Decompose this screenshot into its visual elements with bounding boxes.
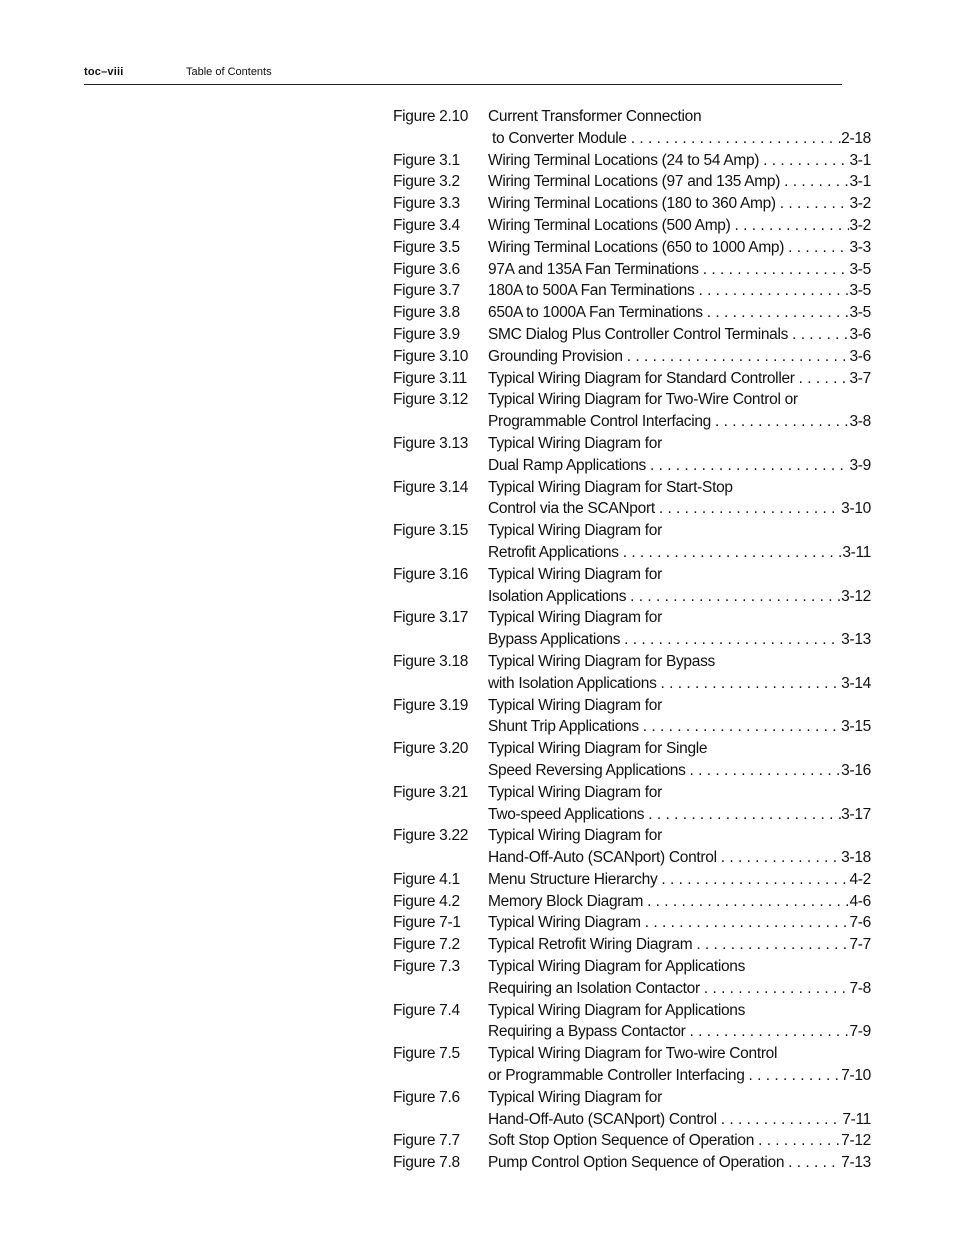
- toc-entry: [393, 477, 871, 521]
- figure-title-line: [488, 368, 871, 390]
- figure-number: Figure 3.17: [393, 609, 469, 627]
- toc-entry-line: [393, 1065, 871, 1087]
- toc-entry: [393, 1130, 871, 1152]
- dot-leader: [699, 259, 850, 281]
- page-reference: 3-18: [841, 849, 871, 867]
- dot-leader: [694, 280, 849, 302]
- toc-entry-line: [393, 150, 871, 172]
- figure-title: Hand-Off-Auto (SCANport) Control: [488, 849, 717, 867]
- figure-title: Typical Wiring Diagram for: [488, 696, 662, 714]
- toc-entry-line: [393, 869, 871, 891]
- figure-title: Current Transformer Connection: [488, 108, 702, 125]
- toc-entry-line: [393, 128, 871, 150]
- page-reference: 3-1: [849, 173, 871, 191]
- toc-entry-line: [393, 760, 871, 782]
- figure-title-line: [488, 564, 871, 586]
- dot-leader: [657, 869, 849, 891]
- dot-leader: [784, 237, 849, 259]
- toc-entry-line: [393, 193, 871, 215]
- toc-entry: [393, 193, 871, 215]
- figure-title: Typical Wiring Diagram for Bypass: [488, 652, 715, 670]
- figure-title: Dual Ramp Applications: [488, 456, 646, 474]
- page-reference: 7-8: [849, 979, 871, 997]
- toc-entry-line: [393, 433, 871, 455]
- page-reference: 3-7: [849, 369, 871, 387]
- toc-entry: [393, 520, 871, 564]
- toc-entry: [393, 171, 871, 193]
- figure-title-line: [488, 259, 871, 281]
- dot-leader: [776, 193, 850, 215]
- toc-entry: [393, 1152, 871, 1174]
- dot-leader: [626, 586, 841, 608]
- figure-title: Wiring Terminal Locations (24 to 54 Amp): [488, 151, 760, 169]
- toc-entry: [393, 433, 871, 477]
- figure-number: Figure 4.2: [393, 892, 460, 910]
- toc-entry-line: [393, 498, 871, 520]
- toc-entry: [393, 280, 871, 302]
- dot-leader: [644, 804, 841, 826]
- page-reference: 3-5: [849, 260, 871, 278]
- dot-leader: [655, 498, 841, 520]
- figure-title-line: [488, 825, 871, 847]
- toc-entry-line: [393, 564, 871, 586]
- toc-entry: [393, 368, 871, 390]
- figure-number: Figure 3.7: [393, 282, 460, 300]
- toc-entry-line: [393, 651, 871, 673]
- figure-title-line: [488, 869, 871, 891]
- figure-title-line: [488, 651, 871, 673]
- figure-title-line: [488, 477, 871, 499]
- toc-entry: [393, 106, 871, 150]
- figure-title: Programmable Control Interfacing: [488, 413, 712, 431]
- figure-title-line: [488, 738, 871, 760]
- figure-number: Figure 7.7: [393, 1132, 460, 1150]
- toc-entry-line: [393, 804, 871, 826]
- figure-title-line: [488, 912, 871, 934]
- toc-entry: [393, 324, 871, 346]
- toc-entry-line: [393, 716, 871, 738]
- page-reference: 3-14: [841, 674, 871, 692]
- figure-title-line: [488, 455, 871, 477]
- toc-entry-line: [393, 1130, 871, 1152]
- toc-entry: [393, 346, 871, 368]
- dot-leader: [620, 629, 841, 651]
- toc-entry: [393, 302, 871, 324]
- figure-number: Figure 3.13: [393, 434, 469, 452]
- toc-entry-line: [393, 847, 871, 869]
- list-of-figures: [393, 106, 871, 1174]
- toc-entry: [393, 956, 871, 1000]
- page-reference: 3-6: [849, 325, 871, 343]
- figure-title-line: [488, 215, 871, 237]
- page-reference: 4-2: [849, 870, 871, 888]
- figure-title-line: [488, 695, 871, 717]
- figure-title-line: [488, 629, 871, 651]
- page-reference: 3-12: [841, 587, 871, 605]
- figure-title-line: [488, 128, 871, 150]
- toc-entry-line: [393, 324, 871, 346]
- figure-number: Figure 3.12: [393, 391, 469, 409]
- figure-title-line: [488, 498, 871, 520]
- toc-entry-line: [393, 542, 871, 564]
- toc-entry: [393, 869, 871, 891]
- figure-number: Figure 7.6: [393, 1088, 460, 1106]
- page-reference: 3-2: [849, 216, 871, 234]
- figure-title-line: [488, 782, 871, 804]
- figure-title-line: [488, 520, 871, 542]
- toc-entry: [393, 912, 871, 934]
- figure-title: 650A to 1000A Fan Terminations: [488, 304, 703, 322]
- toc-entry: [393, 825, 871, 869]
- figure-title: Typical Wiring Diagram for Applications: [488, 1001, 746, 1019]
- figure-title: Wiring Terminal Locations (650 to 1000 Amp): [488, 238, 785, 256]
- figure-number: Figure 3.22: [393, 827, 469, 845]
- dot-leader: [745, 1065, 842, 1087]
- figure-number: Figure 7.4: [393, 1001, 460, 1019]
- figure-title-line: [488, 193, 871, 215]
- dot-leader: [711, 411, 849, 433]
- dot-leader: [717, 847, 841, 869]
- figure-title: Bypass Applications: [488, 631, 621, 649]
- figure-title: or Programmable Controller Interfacing: [488, 1067, 745, 1085]
- figure-title-line: [488, 171, 871, 193]
- dot-leader: [686, 760, 842, 782]
- toc-entry-line: [393, 738, 871, 760]
- toc-entry-line: [393, 978, 871, 1000]
- page-reference: 3-11: [842, 543, 871, 561]
- figure-title: Typical Wiring Diagram for: [488, 565, 662, 583]
- figure-title-line: [488, 978, 871, 1000]
- figure-title: 97A and 135A Fan Terminations: [488, 260, 699, 278]
- figure-title: Typical Wiring Diagram for Standard Controller: [488, 369, 795, 387]
- dot-leader: [686, 1021, 850, 1043]
- figure-title: Typical Wiring Diagram for Applications: [488, 958, 746, 976]
- toc-entry-line: [393, 302, 871, 324]
- figure-title: Menu Structure Hierarchy: [488, 870, 658, 888]
- figure-title-line: [488, 607, 871, 629]
- dot-leader: [731, 215, 850, 237]
- dot-leader: [780, 171, 849, 193]
- page-reference: 3-5: [849, 304, 871, 322]
- figure-title-line: [488, 760, 871, 782]
- figure-title: Hand-Off-Auto (SCANport) Control: [488, 1110, 717, 1128]
- page-reference: 7-7: [849, 936, 871, 954]
- toc-entry-line: [393, 912, 871, 934]
- figure-number: Figure 2.10: [393, 108, 469, 125]
- figure-number: Figure 7.2: [393, 936, 460, 954]
- page-reference: 3-8: [849, 413, 871, 431]
- figure-title: 180A to 500A Fan Terminations: [488, 282, 695, 300]
- figure-title: Grounding Provision: [488, 347, 623, 365]
- toc-entry-line: [393, 477, 871, 499]
- toc-entry-line: [393, 237, 871, 259]
- toc-entry: [393, 607, 871, 651]
- toc-entry: [393, 259, 871, 281]
- figure-title: Typical Wiring Diagram for Single: [488, 740, 708, 758]
- toc-entry-line: [393, 215, 871, 237]
- figure-title: SMC Dialog Plus Controller Control Terminals: [488, 325, 789, 343]
- figure-title: Typical Wiring Diagram for: [488, 609, 662, 627]
- toc-entry-line: [393, 389, 871, 411]
- toc-entry: [393, 215, 871, 237]
- figure-title-line: [488, 891, 871, 913]
- dot-leader: [703, 302, 850, 324]
- toc-entry: [393, 564, 871, 608]
- figure-title: Requiring an Isolation Contactor: [488, 979, 700, 997]
- figure-title-line: [488, 1043, 871, 1065]
- toc-entry-line: [393, 673, 871, 695]
- toc-entry: [393, 1087, 871, 1131]
- figure-number: Figure 3.5: [393, 238, 460, 256]
- dot-leader: [657, 673, 842, 695]
- dot-leader: [627, 128, 841, 150]
- figure-number: Figure 3.16: [393, 565, 469, 583]
- figure-title-line: [488, 237, 871, 259]
- figure-title-line: [488, 389, 871, 411]
- dot-leader: [646, 455, 850, 477]
- toc-entry-line: [393, 106, 871, 128]
- figure-number: Figure 3.14: [393, 478, 469, 496]
- toc-entry-line: [393, 455, 871, 477]
- toc-entry: [393, 738, 871, 782]
- toc-entry: [393, 782, 871, 826]
- page-reference: 7-12: [841, 1132, 871, 1150]
- figure-number: Figure 3.10: [393, 347, 469, 365]
- toc-entry-line: [393, 934, 871, 956]
- toc-entry: [393, 651, 871, 695]
- dot-leader: [641, 912, 850, 934]
- dot-leader: [623, 346, 850, 368]
- toc-entry: [393, 237, 871, 259]
- toc-entry: [393, 695, 871, 739]
- toc-entry: [393, 389, 871, 433]
- toc-entry-line: [393, 1109, 871, 1131]
- figure-title-line: [488, 346, 871, 368]
- dot-leader: [795, 368, 850, 390]
- figure-number: Figure 7-1: [393, 914, 461, 932]
- toc-entry-line: [393, 891, 871, 913]
- figure-title-line: [488, 150, 871, 172]
- figure-title-line: [488, 324, 871, 346]
- figure-title-line: [488, 1000, 871, 1022]
- figure-number: Figure 3.20: [393, 740, 469, 758]
- figure-title: Typical Wiring Diagram for Start-Stop: [488, 478, 733, 496]
- toc-entry: [393, 1000, 871, 1044]
- figure-title-line: [488, 934, 871, 956]
- figure-number: Figure 3.18: [393, 652, 469, 670]
- page-reference: 3-5: [849, 282, 871, 300]
- page-reference: 3-2: [849, 195, 871, 213]
- toc-entry-line: [393, 1043, 871, 1065]
- toc-entry: [393, 1043, 871, 1087]
- dot-leader: [759, 150, 849, 172]
- figure-number: Figure 7.5: [393, 1045, 460, 1063]
- toc-entry: [393, 891, 871, 913]
- figure-number: Figure 7.8: [393, 1154, 460, 1172]
- figure-number: Figure 3.8: [393, 304, 460, 322]
- toc-entry: [393, 934, 871, 956]
- dot-leader: [754, 1130, 841, 1152]
- page-reference: 4-6: [849, 892, 871, 910]
- figure-title-line: [488, 411, 871, 433]
- figure-number: Figure 3.6: [393, 260, 460, 278]
- figure-title: Typical Wiring Diagram for: [488, 522, 662, 540]
- figure-title: Typical Wiring Diagram for: [488, 783, 662, 801]
- page-reference: 3-16: [841, 761, 871, 779]
- toc-entry-line: [393, 629, 871, 651]
- figure-title: to Converter Module: [488, 129, 627, 147]
- toc-entry-line: [393, 368, 871, 390]
- toc-entry-line: [393, 695, 871, 717]
- dot-leader: [639, 716, 841, 738]
- figure-title: Wiring Terminal Locations (180 to 360 Amp): [488, 195, 776, 213]
- figure-title: Typical Wiring Diagram: [488, 914, 641, 932]
- figure-number: Figure 4.1: [393, 870, 460, 888]
- page-number: toc–viii: [84, 66, 124, 78]
- page-reference: 3-13: [841, 631, 871, 649]
- figure-title: Retrofit Applications: [488, 543, 619, 561]
- figure-number: Figure 3.4: [393, 216, 460, 234]
- dot-leader: [717, 1109, 843, 1131]
- figure-title-line: [488, 673, 871, 695]
- page-reference: 2-18: [841, 129, 871, 147]
- figure-number: Figure 3.3: [393, 195, 460, 213]
- page-reference: 3-1: [849, 151, 871, 169]
- dot-leader: [619, 542, 843, 564]
- toc-entry-line: [393, 607, 871, 629]
- figure-title: Typical Wiring Diagram for: [488, 1088, 662, 1106]
- figure-title-line: [488, 956, 871, 978]
- figure-title: Wiring Terminal Locations (97 and 135 Amp): [488, 173, 781, 191]
- figure-title-line: [488, 1152, 871, 1174]
- section-title: Table of Contents: [186, 66, 272, 78]
- figure-title-line: [488, 1065, 871, 1087]
- figure-title: Isolation Applications: [488, 587, 627, 605]
- figure-title-line: [488, 1021, 871, 1043]
- figure-title: Typical Wiring Diagram for Two-wire Control: [488, 1045, 778, 1063]
- page-reference: 3-15: [841, 718, 871, 736]
- toc-entry-line: [393, 1152, 871, 1174]
- figure-title: Shunt Trip Applications: [488, 718, 639, 736]
- toc-entry: [393, 150, 871, 172]
- dot-leader: [700, 978, 850, 1000]
- page-reference: 7-6: [849, 914, 871, 932]
- figure-title-line: [488, 106, 871, 128]
- figure-title-line: [488, 716, 871, 738]
- figure-title-line: [488, 804, 871, 826]
- toc-entry-line: [393, 956, 871, 978]
- toc-entry-line: [393, 520, 871, 542]
- dot-leader: [788, 324, 849, 346]
- figure-number: Figure 3.2: [393, 173, 460, 191]
- dot-leader: [692, 934, 849, 956]
- toc-entry-line: [393, 411, 871, 433]
- toc-entry-line: [393, 1000, 871, 1022]
- toc-entry-line: [393, 586, 871, 608]
- toc-entry-line: [393, 346, 871, 368]
- figure-number: Figure 3.19: [393, 696, 469, 714]
- figure-number: Figure 3.1: [393, 151, 460, 169]
- figure-title: Typical Wiring Diagram for: [488, 434, 662, 452]
- figure-title-line: [488, 542, 871, 564]
- figure-title: with Isolation Applications: [488, 674, 657, 692]
- toc-entry-line: [393, 1021, 871, 1043]
- dot-leader: [784, 1152, 841, 1174]
- figure-title: Speed Reversing Applications: [488, 761, 686, 779]
- figure-title: Requiring a Bypass Contactor: [488, 1023, 686, 1041]
- page-header: [84, 66, 842, 85]
- figure-number: Figure 3.15: [393, 522, 469, 540]
- figure-title-line: [488, 433, 871, 455]
- page-reference: 3-10: [841, 500, 871, 518]
- page-reference: 3-9: [849, 456, 871, 474]
- page-reference: 3-17: [841, 805, 871, 823]
- toc-entry-line: [393, 171, 871, 193]
- figure-title: Typical Retrofit Wiring Diagram: [488, 936, 693, 954]
- toc-entry-line: [393, 259, 871, 281]
- dot-leader: [643, 891, 849, 913]
- figure-number: Figure 3.9: [393, 325, 460, 343]
- figure-title: Control via the SCANport: [488, 500, 655, 518]
- toc-entry-line: [393, 825, 871, 847]
- page-reference: 7-10: [841, 1067, 871, 1085]
- figure-title: Soft Stop Option Sequence of Operation: [488, 1132, 755, 1150]
- toc-entry-line: [393, 1087, 871, 1109]
- page-reference: 7-9: [849, 1023, 871, 1041]
- figure-title: Wiring Terminal Locations (500 Amp): [488, 216, 731, 234]
- toc-entry-line: [393, 782, 871, 804]
- figure-title: Two-speed Applications: [488, 805, 645, 823]
- page-reference: 7-13: [841, 1154, 871, 1172]
- figure-number: Figure 3.11: [393, 369, 467, 387]
- figure-title-line: [488, 302, 871, 324]
- page-reference: 3-3: [849, 238, 871, 256]
- figure-number: Figure 3.21: [393, 783, 469, 801]
- figure-title: Memory Block Diagram: [488, 892, 644, 910]
- figure-title: Typical Wiring Diagram for Two-Wire Control or: [488, 391, 798, 409]
- page-reference: 7-11: [842, 1110, 871, 1128]
- figure-title-line: [488, 280, 871, 302]
- page-reference: 3-6: [849, 347, 871, 365]
- figure-title: Pump Control Option Sequence of Operation: [488, 1154, 785, 1172]
- figure-title-line: [488, 847, 871, 869]
- toc-entry-line: [393, 280, 871, 302]
- figure-number: Figure 7.3: [393, 958, 460, 976]
- figure-title-line: [488, 1109, 871, 1131]
- figure-title-line: [488, 1130, 871, 1152]
- figure-title-line: [488, 586, 871, 608]
- figure-title: Typical Wiring Diagram for: [488, 827, 662, 845]
- figure-title-line: [488, 1087, 871, 1109]
